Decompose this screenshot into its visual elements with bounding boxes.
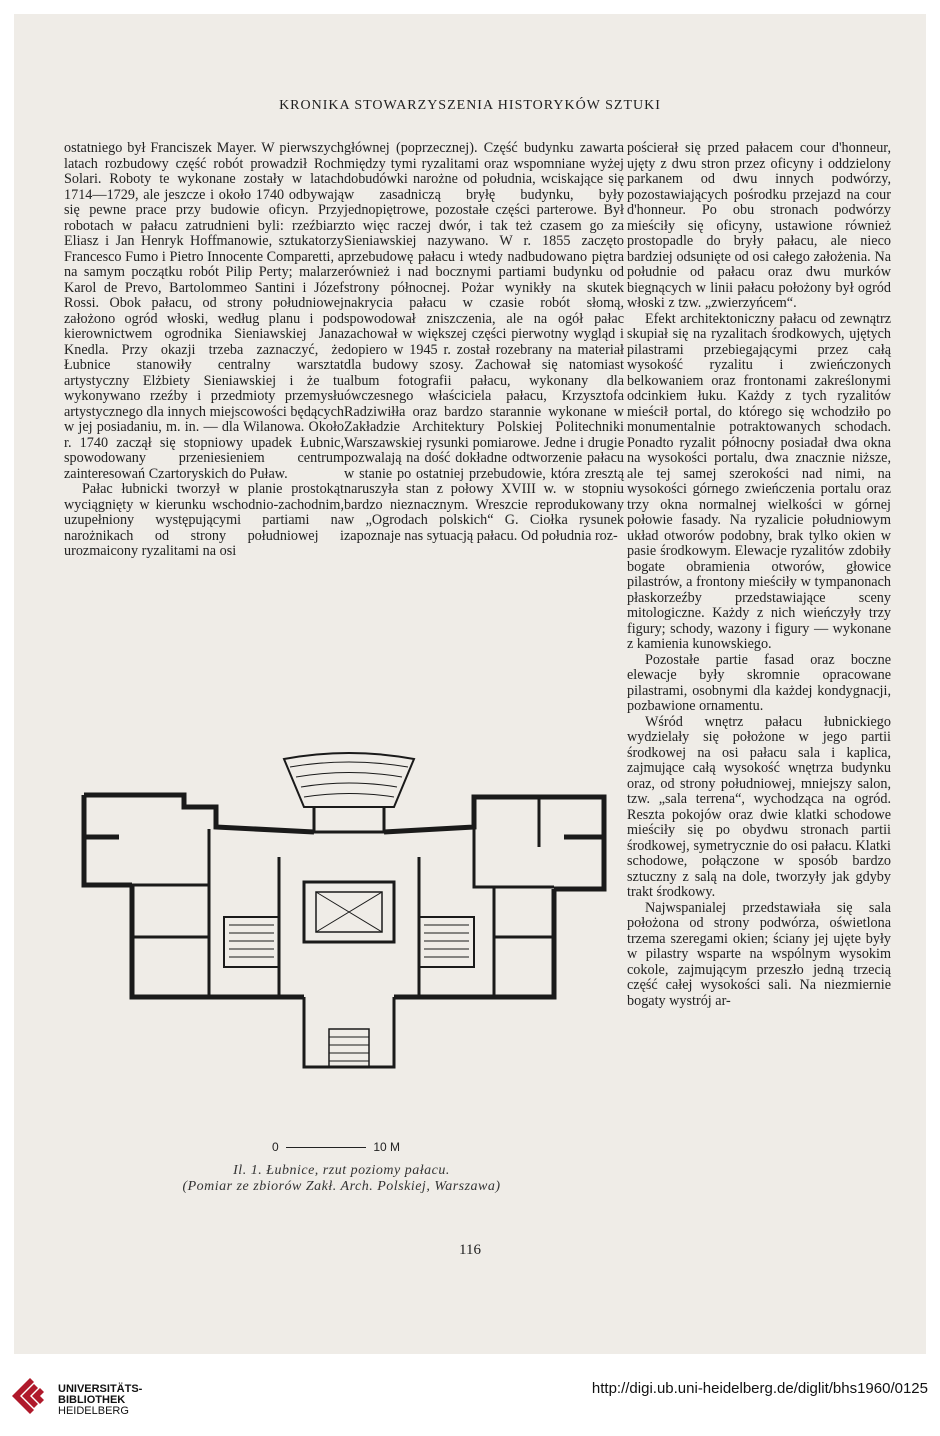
- library-line-2: BIBLIOTHEK: [58, 1394, 126, 1406]
- paragraph: pościerał się przed pałacem cour d'honneur, ujęty z dwu stron przez oficyny i oddzielony parkanem od dwu innych podwórzy, pozostawiających pośrodku przejazd na cour d'honneur. Po obu stronach podwórzy mieściły się oficyny, ustawione również prostopadle do bryły pałacu, ale nieco bardziej odsunięte od osi całego założenia. Na południe od pałacu oraz dwu murków biegnących w linii pałacu położony był ogród włoski z tzw. „zwierzyńcem“.: [627, 140, 891, 311]
- figure-caption: Il. 1. Łubnice, rzut poziomy pałacu.: [233, 1163, 450, 1178]
- floor-plan-drawing: [64, 737, 619, 1137]
- page-number: 116: [459, 1242, 481, 1258]
- text-column-1: [64, 141, 344, 560]
- scale-bar: [286, 1147, 366, 1148]
- paragraph: ostatniego był Franciszek Mayer. W pierwszych latach rozbudowy część robót prowadził Roch Solari. Roboty te wykonane zostały w latach 1714—1729, ale jeszcze i około 1740 odbywają się pewne prace przy budowie oficyn. Przy robotach w pałacu zatrudnieni byli: rzeźbiarz Eliasz i Jan Henryk Hoffmanowie, sztukatorzy Francesco Fumo i Pietro Innocente Comparetti, a na samym początku robót Pilip Perty; malarze Karol de Prevo, Bartolommeo Santini i Józef Rossi. Obok pałacu, od strony południowej założono ogród włoski, według planu i pod kierownictwem ogrodnika Sieniawskiej Jana Knedla. Przy okazji trzeba zaznaczyć, że Łubnice stanowiły centralny warsztat artystyczny Elżbiety Sieniawskiej i że tu wykonywano rzeźby i przedmioty przemysłu artystycznego dla innych miejscowości będących w jej posiadaniu, m. in. — dla Wilanowa. Około r. 1740 zaczął się stopniowy upadek Łubnic, spowodowany przeniesieniem centrum zainteresowań Czartoryskich do Puław.: [64, 140, 344, 482]
- library-line-1: UNIVERSITÄTS-: [58, 1383, 143, 1395]
- running-title: KRONIKA STOWARZYSZENIA HISTORYKÓW SZTUKI: [279, 98, 661, 113]
- paragraph: Pałac łubnicki tworzył w planie prostokąt wyciągnięty w kierunku wschodnio-zachodnim, uzupełniony występującymi partiami na narożnikach od strony południowej i urozmaicony ryzalitami na osi: [64, 481, 344, 559]
- scale-start: 0: [272, 1140, 279, 1154]
- paragraph: Wśród wnętrz pałacu łubnickiego wydzielały się położone w jego partii środkowej na osi pałacu sala i kaplica, zajmujące całą wysokość wnętrza budynku oraz, od strony południowej, mniejszy salon, tzw. „sala terrena“, wychodząca na ogród. Reszta pokojów oraz dwie klatki schodowe mieściły się po obydwu stronach partii środkowej, symetrycznie do osi pałacu. Klatki schodowe, połączone w sposób bardzo sztuczny z salą na dole, tworzyły jak gdyby trakt środkowy.: [627, 713, 891, 900]
- text-column-3: [627, 141, 891, 1009]
- library-name: [58, 1384, 142, 1417]
- paragraph: Efekt architektoniczny pałacu od zewnątrz skupiał się na ryzalitach środkowych, ujętych pilastrami przebiegającymi przez całą wysokość ryzalitu i zwieńczonych belkowaniem oraz frontonami zakreślonymi odcinkiem łuku. Każdy z tych ryzalitów mieścił portal, do którego się wchodziło po monumentalnie potraktowanych schodach. Ponadto ryzalit północny posiadał dwa okna na wysokości portalu, dwa znacznie niższe, ale tej samej szerokości nad nimi, na wysokości górnego zwieńczenia portalu oraz trzy okna normalnej wielkości w górnej połowie fasady. Na ryzalicie południowym układ otworów podobny, brak tylko okien w pasie środkowym. Elewacje ryzalitów zdobiły bogate obramienia otworów, głowice pilastrów, a frontony mieściły w tympanonach płaskorzeźby przedstawiające sceny mitologiczne. Każdy z nich wieńczyły trzy figury; schody, wazony i figury — wykonane z kamienia kunowskiego.: [627, 310, 891, 652]
- paragraph: Najwspanialej przedstawiała się sala położona od strony podwórza, oświetlona trzema szeregami okien; ściany jej ujęte były w pilastry wsparte na wspólnym wysokim cokole, zajmującym przeszło jedną trzecią część całej wysokości sali. Na niezmiernie bogaty wystrój ar-: [627, 899, 891, 1009]
- figure-source: (Pomiar ze zbiorów Zakł. Arch. Polskiej, Warszawa): [182, 1179, 501, 1194]
- footer-bar: [0, 1354, 940, 1436]
- scale-bar-label: [272, 1140, 400, 1154]
- library-line-3: HEIDELBERG: [58, 1405, 129, 1417]
- paragraph: głównej (poprzecznej). Część budynku zawarta między tymi ryzalitami oraz wspomniane wyżej dobudówki narożne od południa, wciskające się w zasadniczą bryłę budynku, były jednopiętrowe, pozostałe części parterowe. Był to więc raczej dwór, i tak też czasem go za Sieniawskiej nazywano. W r. 1855 zaczęto przebudowę pałacu i wtedy nadbudowano piętra również i nad bocznymi partiami budynku od strony północnej. Pożar wynikły na skutek nakrycia pałacu w czasie robót słomą, spowodował zniszczenia, ale na ogół pałac zachował w większej części pierwotny wygląd i dopiero w 1945 r. został rozebrany na materiał dla budowy szosy. Zachował się natomiast album fotografii pałacu, wykonany dla ówczesnego właściciela pałacu, Krzysztofa Radziwiłła oraz bardzo starannie wykonane w Zakładzie Architektury Polskiej Politechniki Warszawskiej rysunki pomiarowe. Jedne i drugie pozwalają na dość dokładne odtworzenie pałacu w stanie po ostatniej przebudowie, która zresztą naruszyła stan z połowy XVIII w. w stopniu bardzo nieznacznym. Wreszcie reprodukowany w „Ogrodach polskich“ G. Ciołka rysunek zapoznaje nas sytuacją pałacu. Od południa roz-: [344, 140, 624, 544]
- text-column-2: [344, 141, 624, 544]
- paragraph: Pozostałe partie fasad oraz boczne elewacje były skromnie opracowane pilastrami, osobnymi dla każdej kondygnacji, pozbawione ornamentu.: [627, 651, 891, 714]
- library-logo-icon: [10, 1376, 50, 1416]
- permalink-url[interactable]: http://digi.ub.uni-heidelberg.de/diglit/bhs1960/0125: [591, 1380, 928, 1397]
- scale-end: 10 M: [373, 1140, 401, 1154]
